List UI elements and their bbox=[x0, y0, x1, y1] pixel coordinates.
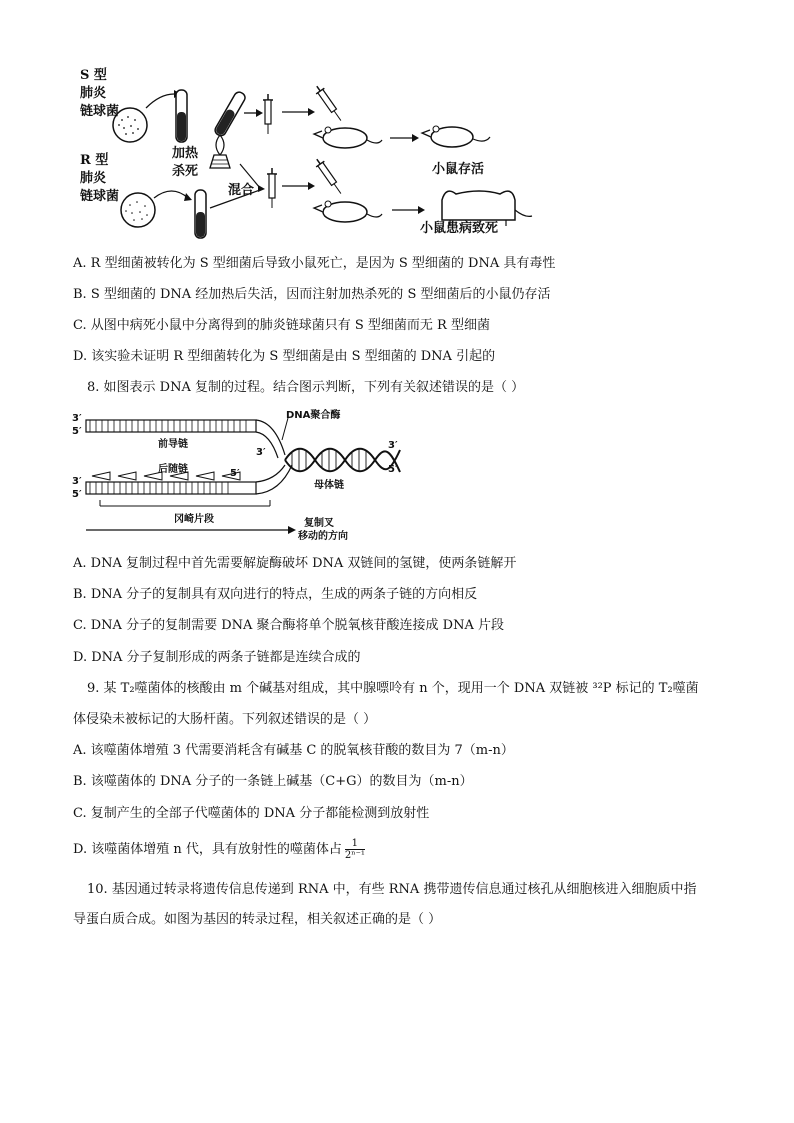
q9-stem-line2: 体侵染未被标记的大肠杆菌。下列叙述错误的是（ ） bbox=[73, 712, 377, 727]
mouse-survive-label: 小鼠存活 bbox=[432, 162, 485, 177]
okazaki-label: 冈崎片段 bbox=[174, 514, 214, 525]
heat-kill-label: 加热 杀死 bbox=[172, 146, 199, 179]
syringe-2 bbox=[313, 83, 345, 123]
mouse-1 bbox=[314, 127, 382, 148]
alcohol-lamp bbox=[210, 135, 230, 168]
bottom-3-prime: 3′ bbox=[72, 476, 82, 487]
q8-option-c: C. DNA 分子的复制需要 DNA 聚合酶将单个脱氧核苷酸连接成 DNA 片段 bbox=[73, 618, 504, 633]
q9-option-d bbox=[73, 838, 365, 861]
helix-3-prime: 3′ bbox=[388, 440, 398, 451]
syringe-3 bbox=[267, 168, 277, 208]
dna-replication-diagram bbox=[70, 410, 410, 545]
q8-option-b: B. DNA 分子的复制具有双向进行的特点，生成的两条子链的方向相反 bbox=[73, 587, 478, 602]
parent-strand-label: 母体链 bbox=[314, 480, 344, 491]
fork-direction-label-1: 复制叉 bbox=[304, 518, 334, 529]
top-5-prime: 5′ bbox=[72, 426, 82, 437]
dna-polymerase-label: DNA聚合酶 bbox=[286, 410, 341, 421]
fork-5-prime: 5′ bbox=[230, 468, 240, 479]
q8-option-d: D. DNA 分子复制形成的两条子链都是连续合成的 bbox=[73, 650, 361, 665]
r-bacteria-dish bbox=[121, 193, 155, 227]
q9-option-a: A. 该噬菌体增殖 3 代需要消耗含有碱基 C 的脱氧核苷酸的数目为 7（m-n） bbox=[73, 743, 514, 758]
q8-option-a: A. DNA 复制过程中首先需要解旋酶破坏 DNA 双链间的氢键，使两条链解开 bbox=[73, 556, 517, 571]
q8-stem: 8. 如图表示 DNA 复制的过程。结合图示判断，下列有关叙述错误的是（ ） bbox=[87, 380, 525, 395]
fork-3-prime: 3′ bbox=[256, 447, 266, 458]
fraction-numerator: 1 bbox=[345, 838, 365, 850]
fraction-denominator: 2ⁿ⁻¹ bbox=[344, 850, 365, 861]
q9-option-b: B. 该噬菌体的 DNA 分子的一条链上碱基（C+G）的数目为（m-n） bbox=[73, 774, 473, 789]
helix-5-prime: 5′ bbox=[388, 464, 398, 475]
q7-option-c: C. 从图中病死小鼠中分离得到的肺炎链球菌只有 S 型细菌而无 R 型细菌 bbox=[73, 318, 490, 333]
top-3-prime: 3′ bbox=[72, 413, 82, 424]
q10-stem-line2: 导蛋白质合成。如图为基因的转录过程，相关叙述正确的是（ ） bbox=[73, 912, 442, 927]
syringe-4 bbox=[313, 156, 345, 196]
q9-stem-line1: 9. 某 T₂噬菌体的核酸由 m 个碱基对组成，其中腺嘌呤有 n 个，现用一个 DNA 双链被 ³²P 标记的 T₂噬菌 bbox=[87, 681, 699, 696]
syringe-1 bbox=[263, 94, 273, 134]
q7-option-a: A. R 型细菌被转化为 S 型细菌后导致小鼠死亡，是因为 S 型细菌的 DNA 具有毒性 bbox=[73, 256, 556, 271]
fraction bbox=[345, 838, 365, 861]
q9-option-d-text: D. 该噬菌体增殖 n 代，具有放射性的噬菌体占 bbox=[73, 842, 342, 857]
mouse-death-label: 小鼠患病致死 bbox=[420, 221, 499, 236]
q10-stem-line1: 10. 基因通过转录将遗传信息传递到 RNA 中，有些 RNA 携带遗传信息通过核孔从细胞核进入细胞质中指 bbox=[87, 882, 697, 897]
bottom-5-prime: 5′ bbox=[72, 489, 82, 500]
s-type-label: S 型 肺炎 链球菌 bbox=[80, 68, 120, 119]
mouse-2 bbox=[314, 201, 382, 222]
q7-option-d: D. 该实验未证明 R 型细菌转化为 S 型细菌是由 S 型细菌的 DNA 引起的 bbox=[73, 349, 496, 364]
lagging-strand-label: 后随链 bbox=[158, 464, 188, 475]
mouse-survive bbox=[422, 126, 490, 147]
griffith-diagram bbox=[60, 60, 540, 240]
q7-option-b: B. S 型细菌的 DNA 经加热后失活，因而注射加热杀死的 S 型细菌后的小鼠仍存活 bbox=[73, 287, 551, 302]
heated-tube bbox=[213, 90, 247, 137]
q9-option-c: C. 复制产生的全部子代噬菌体的 DNA 分子都能检测到放射性 bbox=[73, 806, 430, 821]
r-type-label: R 型 肺炎 链球菌 bbox=[80, 153, 120, 204]
mix-label: 混合 bbox=[228, 183, 255, 198]
leading-strand-label: 前导链 bbox=[158, 439, 188, 450]
griffith-experiment-figure bbox=[60, 60, 540, 240]
dna-replication-figure bbox=[70, 410, 410, 545]
fork-direction-label-2: 移动的方向 bbox=[298, 531, 348, 542]
